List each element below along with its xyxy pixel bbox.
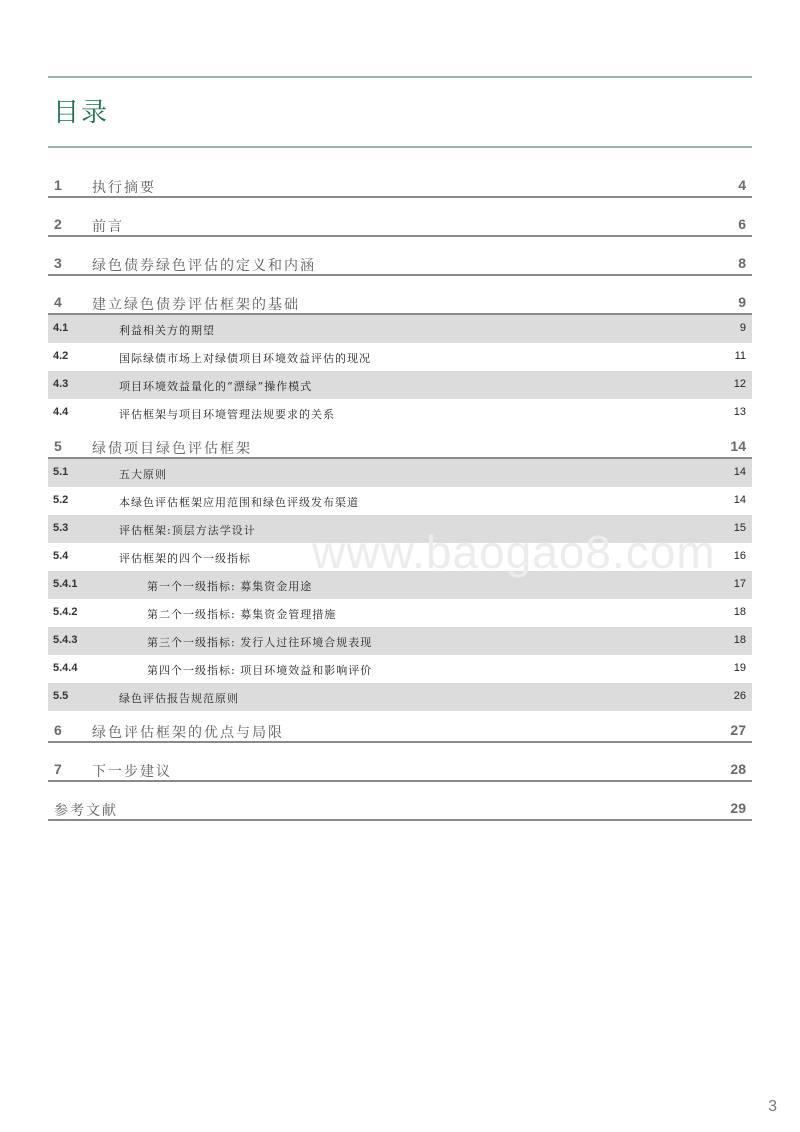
toc-title: 本绿色评估框架应用范围和绿色评级发布渠道 <box>119 496 359 509</box>
toc-title: 执行摘要 <box>92 180 156 196</box>
toc-title: 参考文献 <box>54 803 118 819</box>
toc-title: 项目环境效益量化的“漂绿”操作模式 <box>119 380 313 393</box>
top-rule <box>48 76 752 78</box>
table-of-contents <box>48 176 752 838</box>
toc-entry-5-4-1[interactable] <box>48 571 752 599</box>
toc-number: 5 <box>54 438 62 454</box>
toc-page: 14 <box>733 494 746 506</box>
toc-number: 4.1 <box>53 322 69 334</box>
toc-page: 12 <box>733 378 746 390</box>
toc-page: 26 <box>733 690 746 702</box>
toc-number: 5.1 <box>53 466 69 478</box>
toc-entry-1[interactable] <box>48 176 752 198</box>
toc-title: 绿色债券绿色评估的定义和内涵 <box>92 258 316 274</box>
toc-number: 5.3 <box>53 522 69 534</box>
toc-page: 16 <box>733 550 746 562</box>
toc-page: 28 <box>730 761 746 777</box>
toc-entry-7[interactable] <box>48 760 752 782</box>
toc-page: 4 <box>738 177 746 193</box>
toc-page: 6 <box>738 216 746 232</box>
toc-title: 评估框架与项目环境管理法规要求的关系 <box>119 408 335 421</box>
toc-page: 9 <box>739 322 746 334</box>
toc-page: 11 <box>734 350 746 362</box>
toc-number: 5.4 <box>53 550 69 562</box>
toc-title: 五大原则 <box>119 468 167 481</box>
toc-entry-4-1[interactable] <box>48 315 752 343</box>
toc-page: 15 <box>733 522 746 534</box>
page-number: 3 <box>768 1098 777 1115</box>
watermark: www.baogao8.com <box>312 526 716 578</box>
spacer <box>48 427 752 437</box>
toc-number: 5.4.1 <box>53 578 78 590</box>
toc-title: 第四个一级指标: 项目环境效益和影响评价 <box>147 664 373 677</box>
toc-page: 18 <box>733 606 746 618</box>
toc-title: 评估框架:顶层方法学设计 <box>119 524 256 537</box>
toc-number: 2 <box>54 216 62 232</box>
toc-entry-4-2[interactable] <box>48 343 752 371</box>
toc-number: 5.2 <box>53 494 69 506</box>
toc-page: 9 <box>738 294 746 310</box>
spacer <box>48 711 752 721</box>
toc-entry-5[interactable] <box>48 437 752 459</box>
toc-number: 5.4.2 <box>53 606 78 618</box>
toc-page: 19 <box>733 662 746 674</box>
toc-title: 第二个一级指标: 募集资金管理措施 <box>147 608 337 621</box>
toc-page: 8 <box>738 255 746 271</box>
toc-page: 27 <box>730 722 746 738</box>
toc-title: 绿色评估框架的优点与局限 <box>92 725 284 741</box>
toc-entry-4-3[interactable] <box>48 371 752 399</box>
toc-title: 第一个一级指标: 募集资金用途 <box>147 580 313 593</box>
toc-page: 14 <box>730 438 746 454</box>
toc-title: 国际绿债市场上对绿债项目环境效益评估的现况 <box>119 352 371 365</box>
toc-title: 第三个一级指标: 发行人过往环境合规表现 <box>147 636 373 649</box>
toc-title: 利益相关方的期望 <box>119 324 215 337</box>
toc-title: 建立绿色债券评估框架的基础 <box>92 297 300 313</box>
toc-number: 3 <box>54 255 62 271</box>
toc-entry-5-4-2[interactable] <box>48 599 752 627</box>
toc-entry-5-1[interactable] <box>48 459 752 487</box>
toc-entry-5-2[interactable] <box>48 487 752 515</box>
toc-number: 1 <box>54 177 62 193</box>
toc-entry-2[interactable] <box>48 215 752 237</box>
toc-number: 4 <box>54 294 62 310</box>
toc-page: 29 <box>730 800 746 816</box>
toc-entry-5-4[interactable] <box>48 543 752 571</box>
title-rule <box>48 146 752 148</box>
toc-number: 5.4.3 <box>53 634 78 646</box>
toc-entry-3[interactable] <box>48 254 752 276</box>
toc-entry-5-4-4[interactable] <box>48 655 752 683</box>
toc-number: 4.2 <box>53 350 69 362</box>
toc-number: 5.4.4 <box>53 662 78 674</box>
toc-entry-5-4-3[interactable] <box>48 627 752 655</box>
toc-entry-5-5[interactable] <box>48 683 752 711</box>
toc-number: 7 <box>54 761 62 777</box>
toc-page: 14 <box>733 466 746 478</box>
toc-number: 4.3 <box>53 378 69 390</box>
toc-title: 评估框架的四个一级指标 <box>119 552 251 565</box>
page-title: 目录 <box>53 98 110 128</box>
toc-entry-references[interactable] <box>48 799 752 821</box>
toc-title: 前言 <box>92 219 124 235</box>
toc-entry-4[interactable] <box>48 293 752 315</box>
toc-entry-5-3[interactable] <box>48 515 752 543</box>
toc-entry-6[interactable] <box>48 721 752 743</box>
toc-title: 下一步建议 <box>92 764 172 780</box>
toc-number: 6 <box>54 722 62 738</box>
toc-title: 绿色评估报告规范原则 <box>119 692 239 705</box>
toc-page: 18 <box>733 634 746 646</box>
toc-number: 4.4 <box>53 406 69 418</box>
toc-title: 绿债项目绿色评估框架 <box>92 441 252 457</box>
toc-entry-4-4[interactable] <box>48 399 752 427</box>
toc-page: 17 <box>733 578 746 590</box>
toc-number: 5.5 <box>53 690 69 702</box>
toc-page: 13 <box>733 406 746 418</box>
